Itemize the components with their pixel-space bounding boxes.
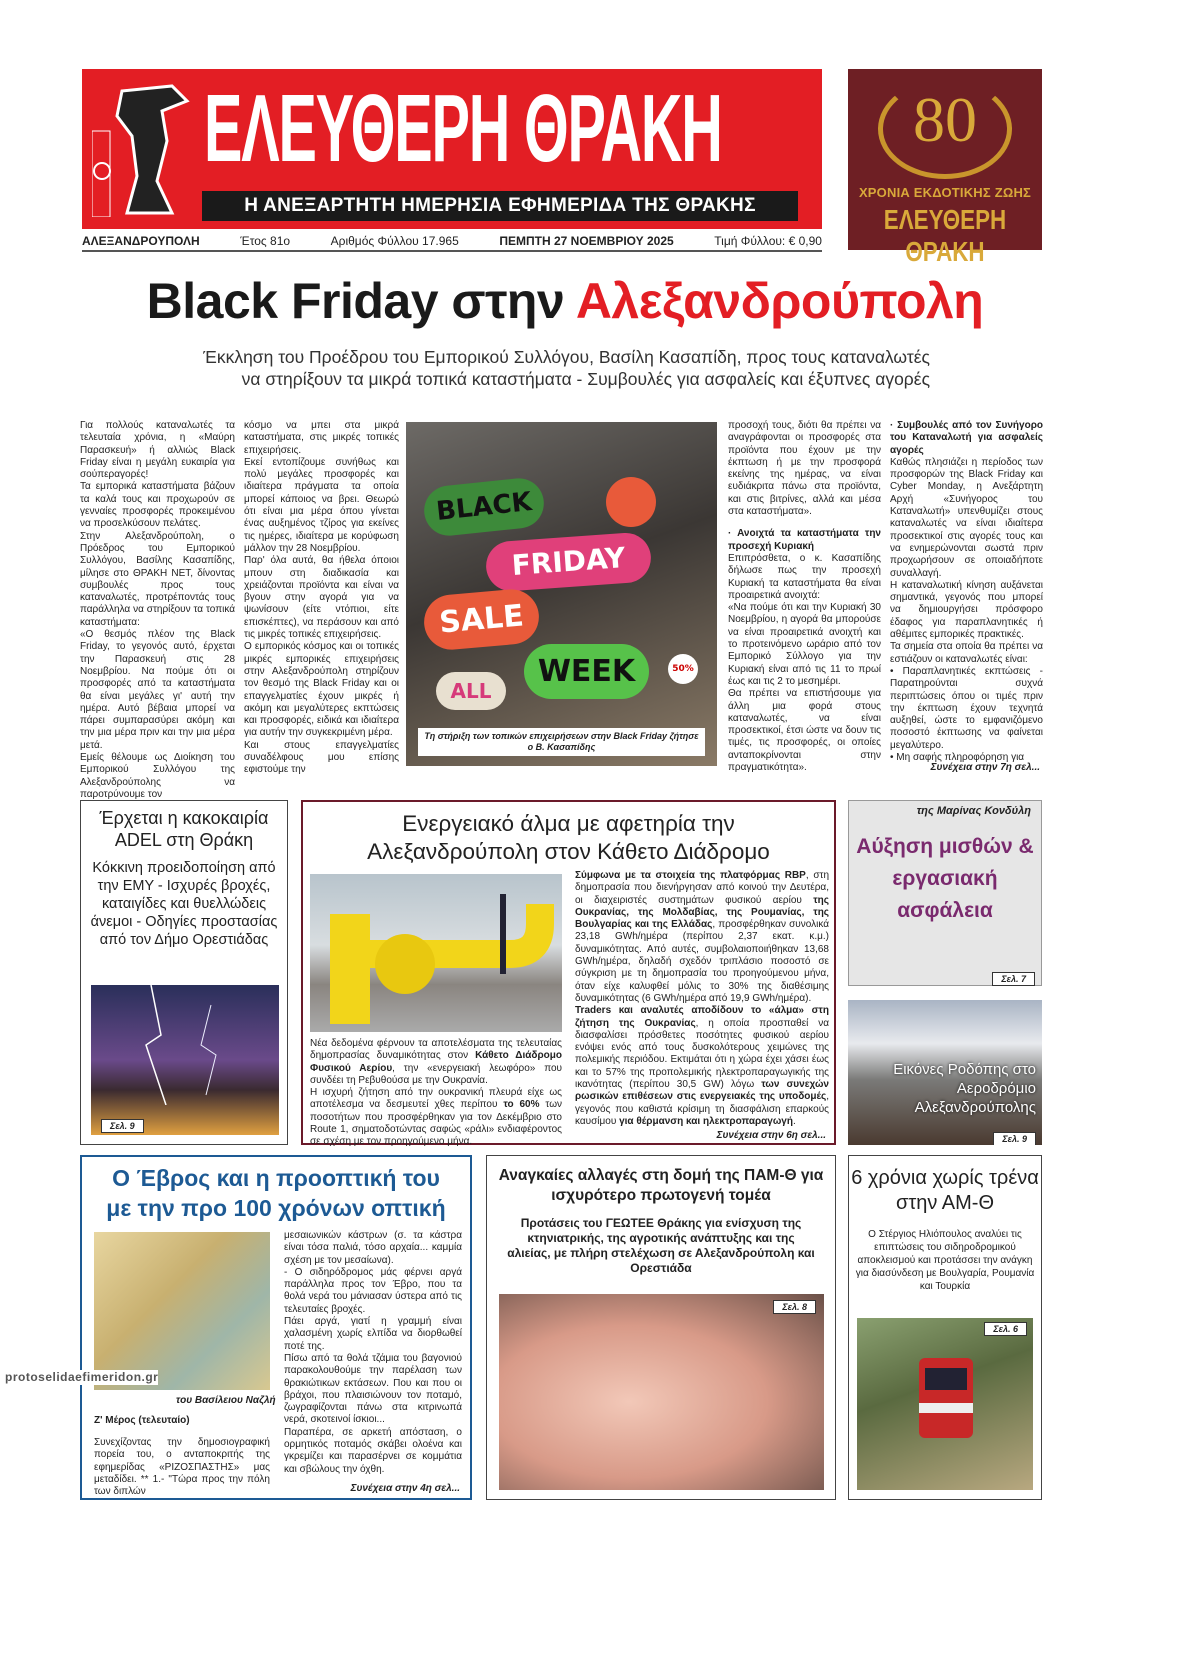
old-map-image [94,1232,270,1390]
headline-part: Black Friday στην [146,273,576,329]
issue-number: Αριθμός Φύλλου 17.965 [330,234,459,248]
paragraph: Θα πρέπει να επιστήσουμε για άλλη μια φορά στους καταναλωτές, να είναι προσεκτικοί, έτσι ώστε να δουν τις τιμές, τις προσφορές, οι οποίες ανταποκρίνονται στην πραγματικότητα». [728,688,881,774]
paragraph: Παραπέρα, σε αρκετή απόσταση, ο ορμητικός ποταμός σκάβει ολοένα και γκρεμίζει και παρασέρνει σε κομμάτια και σβώλους την όχθη. [284,1426,462,1475]
paragraph: Η καταναλωτική κίνηση αυξάνεται σημαντικά, γεγονός που μπορεί να δημιουργήσει πρόσφορο έδαφος για παραπλανητικές ή αθέμιτες εμπορικές πρακτικές. [890,579,1043,641]
paragraph: «Να πούμε ότι και την Κυριακή 30 Νοεμβρίου, η αγορά θα μπορούσε να είναι προαιρετικά ανοιχτή και το προτεινόμενο ωράριο από τον Εμπορικό Σύλλογο για την Κυριακή είναι από τις 11 το πρωί έως και τις 2 το μεσημέρι. [728,602,881,687]
evros-body [284,1230,462,1476]
anniversary-number: 80 [913,84,977,155]
paragraph: Και στους επαγγελματίες συναδέλφους μου επίσης εφιστούμε την [244,739,399,776]
subtitle-line: να στηρίξουν τα μικρά τοπικά καταστήματα - Συμβουλές για ασφαλείς και έξυπνες αγορές [241,369,930,389]
salaries-title: Αύξηση μισθών & εργασιακή ασφάλεια [856,835,1034,922]
paragraph: κόσμο να μπει στα μικρά καταστήματα, στις μικρές τοπικές επιχειρήσεις. [244,420,399,456]
bold-text: Κάθετο Διάδρομο Φυσικού Αερίου [310,1050,562,1074]
title-line: με την προ 100 χρόνων οπτική [106,1195,446,1221]
bold-text: Traders και αναλυτές αποδίδουν το «άλμα» στη ζήτηση της Ουκρανίας [575,1005,829,1029]
subtitle-line: Έκκληση του Προέδρου του Εμπορικού Συλλόγου, Βασίλη Κασαπίδη, προς τους καταναλωτές [203,347,930,367]
farm-story[interactable] [486,1155,836,1500]
train-photo [857,1318,1033,1490]
photo-word: WEEK [524,644,649,699]
lead-column-3 [728,420,881,774]
lead-headline[interactable] [0,272,1130,330]
page-ref: Σελ. 9 [101,1119,144,1133]
bold-text: της Ουκρανίας, της Μολδαβίας, της Ρουμανίας, της Βουλγαρίας και της Ελλάδας [575,894,829,931]
title-line: Ενεργειακό άλμα με αφετηρία την [402,811,735,836]
paragraph: Εμείς θέλουμε ως Διοίκηση του Εμπορικού Συλλόγου της Αλεξανδρούπολης να παροτρύνουμε τον [80,752,235,800]
anniversary-line1: ΧΡΟΝΙΑ ΕΚΔΟΤΙΚΗΣ ΖΩΗΣ [858,185,1032,200]
author: του Βασίλειου Ναζλή [176,1395,276,1406]
continue-link[interactable]: Συνέχεια στην 6η σελ... [716,1130,826,1141]
title-line: Ο Έβρος και η προοπτική του [112,1165,440,1191]
title-line: Αλεξανδρούπολη στον Κάθετο Διάδρομο [367,839,770,864]
paragraph: Για πολλούς καταναλωτές τα τελευταία χρόνια, η «Μαύρη Παρασκευή» ή αλλιώς Black Friday είναι η μεγάλη ευκαιρία για σούπεραγορές! [80,420,235,481]
weather-title: Έρχεται η κακοκαιρία ADEL στη Θράκη [99,808,269,850]
lead-column-1 [80,420,235,801]
paragraph: Επιπρόσθετα, ο κ. Κασαπίδης δήλωσε πως την προσεχή Κυριακή τα καταστήματα θα είναι προαιρετικά ανοιχτά: [728,552,881,601]
rodopi-title: Εικόνες Ροδόπης στο Αεροδρόμιο Αλεξανδρούπολης [893,1061,1036,1116]
year: Έτος 81ο [240,234,291,248]
paragraph: «Ο θεσμός πλέον της Black Friday, το γεγονός αυτό, έρχεται την Παρασκευή στις 28 Νοεμβρίου. Να πούμε ότι οι προσφορές από τα καταστήματα θα είναι μεγάλες γι' αυτή την ημέρα. Αυτό βέβαια μπορεί να πάρει συμπαρασύρει ακόμη και την μια μέρα πριν και την μια μέρα μετά. [80,629,235,751]
photo-word: BLACK [422,476,547,538]
pigs-photo [499,1294,824,1490]
page-ref: Σελ. 7 [992,972,1035,986]
paragraph: Στην Αλεξανδρούπολη, ο Πρόεδρος του Εμπορικού Συλλόγου, Βασίλης Κασαπίδης, μίλησε στο ΘΡΑΚΗ ΝΕΤ, δίνοντας συμβουλές προς τους καταναλωτές, προτρέποντάς τους παράλληλα να στηρίξουν τα τοπικά καταστήματα: [80,530,235,628]
rodopi-photo[interactable] [848,1000,1042,1145]
anniversary-line2: ΕΛΕΥΘΕΡΗ ΘΡΑΚΗ [883,204,1007,267]
salaries-story[interactable] [848,800,1042,986]
text: των ποσοτήτων που προσφέρθηκαν για τον Δεκέμβριο στο Route 1, σηματοδοτώντας σαφώς «ράλι» ενδιαφέροντος σε σχέση με τον προηγούμενο μήνα. [310,1099,562,1148]
masthead [82,69,822,229]
photo-caption: Τη στήριξη των τοπικών επιχειρήσεων στην Black Friday ζήτησε ο Β. Κασαπίδης [418,728,705,756]
page-ref: Σελ. 8 [773,1300,816,1314]
energy-left-text [310,1038,562,1149]
paragraph: Πίσω από τα θολά τζάμια του βαγονιού παρακολουθούμε την παρέλαση των θρακιώτικων εκτάσεων. Που και που οι βράχοι, που πλαισιώνουν τον ποταμό, ζωγραφίζονται πάνω στα κιτρινωπά νερά, σκοτεινοί ίσκιοι... [284,1352,462,1426]
continue-link[interactable]: Συνέχεια στην 4η σελ... [350,1483,460,1494]
paragraph: Καθώς πλησιάζει η περίοδος των προσφορών της Black Friday και Cyber Monday, η Ανεξάρτητη Αρχή «Συνήγορος του Καταναλωτή» υπενθυμίζει στους καταναλωτές να είναι ιδιαίτερα προσεκτικοί στις αγορές τους και να ενημερώνονται σωστά πριν προχωρήσουν σε οποιαδήποτε συναλλαγή. [890,456,1043,579]
storm-photo [91,985,279,1135]
bold-text: για θέρμανση και ηλεκτροπαραγωγή [619,1115,793,1127]
date: ΠΕΜΠΤΗ 27 ΝΟΕΜΒΡΙΟΥ 2025 [499,234,674,248]
photo-word: 50% [668,654,698,684]
trains-title: 6 χρόνια χωρίς τρένα στην ΑΜ-Θ [851,1167,1039,1214]
newspaper-title: ΕΛΕΥΘΕΡΗ ΘΡΑΚΗ [204,75,722,182]
subheading: · Συμβουλές από τον Συνήγορο του Καταναλωτή για ασφαλείς αγορές [890,420,1043,456]
bold-text: Σύμφωνα με τα στοιχεία της πλατφόρμας RBP [575,870,806,881]
paragraph: - Ο σιδηρόδρομος μάς φέρνει αργά παράλληλα προς τον Έβρο, που τα θολά νερά του μάνιασαν ύστερα από τις τελευταίες βροχές. [284,1266,462,1315]
weather-story[interactable] [80,800,288,1145]
paragraph [575,870,829,1005]
evros-story[interactable] [80,1155,472,1500]
gas-pipeline-photo [310,874,562,1032]
price: Τιμή Φύλλου: € 0,90 [714,234,822,248]
issue-info-bar [82,234,822,252]
watermark: protoselidaefimeridon.gr [5,1370,159,1384]
paragraph [575,1005,829,1128]
paragraph [310,1038,562,1087]
sun-sticker-icon [606,477,656,527]
text: , η οποία προσπαθεί να διασφαλίσει πρόσθετες ποσότητες φυσικού αερίου ενόψει ενός από τους δυσκολότερους χειμώνες της πολεμικής περιόδου. Εκτιμάται ότι η χώρα έχει χάσει έως και το 57% της προπολεμικής ηλεκτροπαραγωγικής της ικανότητας (περίπου 30,5 GW) λόγω [575,1017,829,1091]
page-ref: Σελ. 6 [984,1322,1027,1336]
paragraph: • Μη σαφής πληροφόρηση για [890,752,1025,764]
text: , προσφέρθηκαν συνολικά 23,18 GWh/ημέρα (περίπου 2,37 εκατ. κ.μ.) δυναμικότητας. Από αυτές, συμβολαιοποιήθηκαν 13,68 GWh/ημέρα, δηλαδή σχεδόν τριπλάσιο ποσοστό σε σύγκριση με τη δημοπρασία του προηγούμενου μήνα, όταν είχε καλυφθεί μόλις το 30% της διαθέσιμης δυναμικότητας (6 GWh/ημέρα από 19,9 GWh/ημέρα). [575,919,829,1004]
lead-subtitle [150,346,930,390]
black-friday-photo [406,422,717,766]
lead-column-2 [244,420,399,777]
author: της Μαρίνας Κονδύλη [916,805,1031,817]
paragraph: • Παραπλανητικές εκπτώσεις - Παρατηρούνται συχνά περιπτώσεις όπου οι τιμές πριν την έκπτωση έχουν τεχνητά αυξηθεί, ώστε το εμφανιζόμενο ποσοστό έκπτωσης να φαίνεται μεγαλύτερο. [890,665,1043,751]
energy-title [303,810,834,866]
headline-part-red: Αλεξανδρούπολη [575,273,984,329]
paragraph: Τα σημεία στα οποία θα πρέπει να εστιάζουν οι καταναλωτές είναι: [890,641,1043,665]
paragraph: Παρ' όλα αυτά, θα ήθελα όποιοι μπουν στη διαδικασία και χρειάζονται προϊόντα και είναι να βγουν στην αγορά για να ψωνίσουν (είτε ντόπιοι, είτε επισκέπτες), να περάσουν και από τις μικρές τοπικές επιχειρήσεις. [244,555,399,641]
paragraph: Τα εμπορικά καταστήματα βάζουν τα καλά τους και προχωρούν σε γενναίες προσφορές προκειμένου να προσελκύσουν πελάτες. [80,481,235,530]
paragraph: Εκεί εντοπίζουμε συνήθως και πολύ μεγάλες προσφορές και ιδιαίτερα πράγματα τα οποία μπορεί κάποιος να βρει. Θεωρώ ότι είναι μια μέρα όπου γίνεται ένας αυξημένος τζίρος για εκείνες τις ημέρες, ιδιαίτερα με κορύφωση μάλλον την 28 Νοεμβρίου. [244,456,399,554]
text: , την «ενεργειακή λεωφόρο» που συνδέει τη Ρεβυθούσα με την Ουκρανία. [310,1062,562,1086]
part-label: Ζ' Μέρος (τελευταίο) [94,1415,190,1426]
paragraph: Πάει αργά, γιατί η γραμμή είναι χαλασμένη χωρίς ελπίδα να διορθωθεί ποτέ της. [284,1316,462,1352]
paragraph [310,1087,562,1148]
farm-title: Αναγκαίες αλλαγές στη δομή της ΠΑΜ-Θ για ισχυρότερο πρωτογενή τομέα [498,1167,824,1204]
bold-text: το 60% [503,1099,540,1111]
energy-right-text [575,870,829,1128]
energy-story[interactable] [301,800,836,1148]
evros-intro: Συνεχίζοντας την δημοσιογραφική πορεία του, ο ανταποκριτής της εφημερίδας «ΡΙΖΟΣΠΑΣΤΗΣ» μας μεταδίδει. ** 1.- "Τώρα προς την πόλη των διπλών [94,1437,270,1498]
photo-word: ALL [436,672,506,710]
evros-title [82,1163,470,1223]
subheading: · Ανοιχτά τα καταστήματα την προσεχή Κυριακή [728,528,881,552]
continue-link[interactable]: Συνέχεια στην 7η σελ... [930,762,1040,773]
newspaper-tagline: Η ΑΝΕΞΑΡΤΗΤΗ ΗΜΕΡΗΣΙΑ ΕΦΗΜΕΡΙΔΑ ΤΗΣ ΘΡΑΚΗΣ [202,191,798,221]
weather-body: Κόκκινη προειδοποίηση από την ΕΜΥ - Ισχυρές βροχές, καταιγίδες και θυελλώδεις άνεμοι - Οδηγίες προστασίας από τον Δήμο Ορεστιάδας [90,860,278,948]
anniversary-badge [848,69,1042,267]
text: Νέα δεδομένα φέρνουν τα αποτελέσματα της τελευταίας δημοπρασίας δυναμικότητας στον [310,1038,562,1062]
paragraph: μεσαιωνικών κάστρων (σ. τα κάστρα είναι τόσα παλιά, τόσο αρχαία... καμμία σχέση με τον μεσαίωνα). [284,1230,462,1266]
photo-word: SALE [422,587,541,652]
paragraph: Ο εμπορικός κόσμος και οι τοπικές μικρές εμπορικές επιχειρήσεις στην Αλεξανδρούπολη στηρίζουν τον θεσμό της Black Friday και οι επαγγελματίες έχουν μικρές ή ακόμη και μεγαλύτερες εκπτώσεις και προσφορές, ειδικά και ιδιαίτερα για αυτήν την συγκεκριμένη μέρα. [244,641,399,739]
lead-column-4 [890,420,1043,764]
text: , γεγονός που καθιστά κρίσιμη τη διασφάλιση επαρκούς καυσίμου [575,1091,829,1127]
trains-story[interactable] [848,1155,1042,1500]
paragraph: προσοχή τους, διότι θα πρέπει να αναγράφονται οι προσφορές στα προϊόντα που έχουν με την έκπτωση ή με την προσφορά εκείνης της ημέρας, να είναι ευδιάκριτα πάνω στα προϊόντα, και στις βιτρίνες, αλλά και μέσα στα καταστήματα». [728,420,881,518]
text: . [792,1115,796,1127]
text: Η ισχυρή ζήτηση από την ουκρανική πλευρά είχε ως αποτέλεσμα να δεσμευτεί χθες περίπου [310,1087,562,1111]
text: , στη δημοπρασία που διενήργησαν από κοινού την Δευτέρα, οι διαχειριστές συστημάτων φυσικού αερίου [575,870,830,906]
city: ΑΛΕΞΑΝΔΡΟΥΠΟΛΗ [82,234,200,248]
laurel-wreath-icon [878,79,1012,179]
page-ref: Σελ. 9 [993,1132,1036,1145]
photo-word: FRIDAY [484,531,652,592]
victory-statue-logo [92,81,192,217]
farm-subtitle: Προτάσεις του ΓΕΩΤΕΕ Θράκης για ενίσχυση της κτηνιατρικής, της αγροτικής ανάπτυξης και της αλιείας, με πλήρη στελέχωση σε Αλεξανδρούπολη και Ορεστιάδα [507,1216,815,1275]
bold-text: των συνεχών ρωσικών επιθέσεων στις ενεργειακές της υποδομές [575,1079,829,1103]
trains-body: Ο Στέργιος Ηλιόπουλος αναλύει τις επιπτώσεις του σιδηροδρομικού αποκλεισμού και προτάσσει την ανάγκη για διασύνδεση με Βουλγαρία, Ρουμανία και Τουρκία [855,1229,1035,1292]
